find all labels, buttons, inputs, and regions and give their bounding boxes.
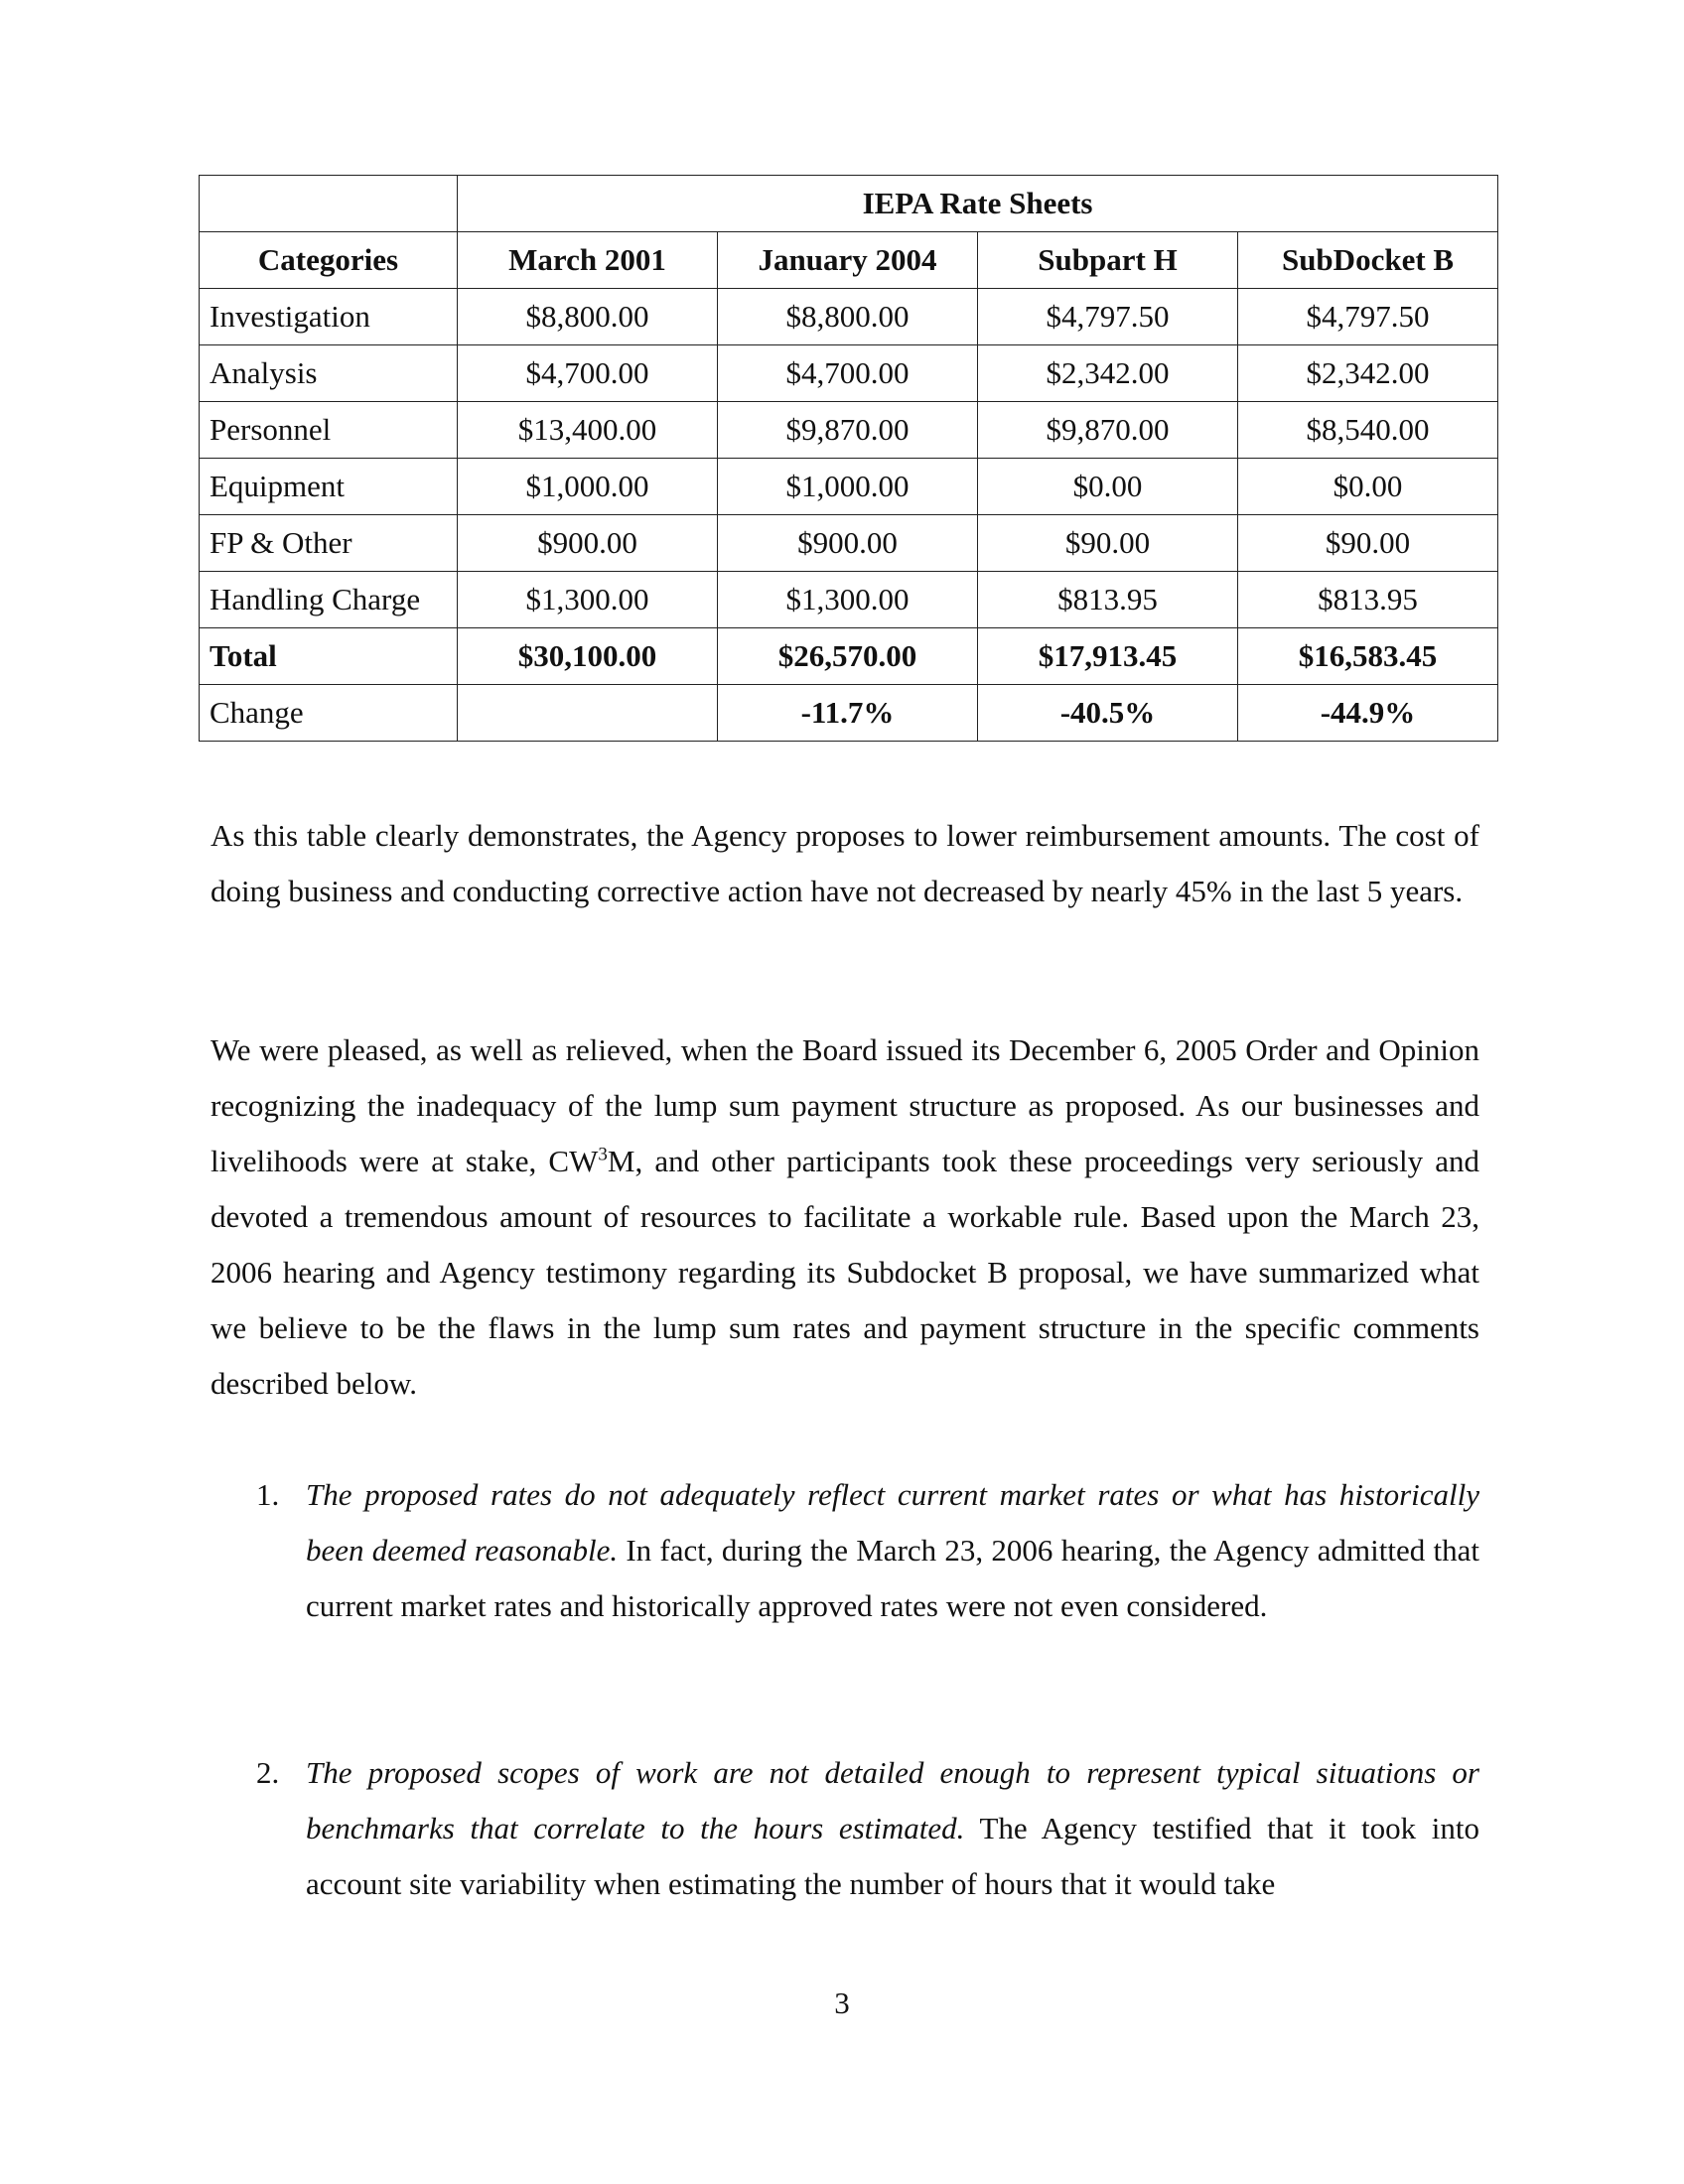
table-cell: $4,797.50 (1238, 289, 1498, 345)
table-cell: -11.7% (718, 685, 978, 742)
table-cell: -44.9% (1238, 685, 1498, 742)
table-cell: $1,000.00 (458, 459, 718, 515)
list-item-body: In fact, during the March 23, 2006 hearing, the Agency admitted that current market rates and historically approved rates were not even considered. (306, 1533, 1479, 1623)
table-row (200, 515, 1498, 572)
column-header: March 2001 (458, 232, 718, 289)
table-cell: $1,000.00 (718, 459, 978, 515)
row-label: Change (200, 685, 458, 742)
list-item-text (306, 1745, 1479, 1912)
row-label: FP & Other (200, 515, 458, 572)
table-cell: $13,400.00 (458, 402, 718, 459)
row-label: Personnel (200, 402, 458, 459)
table-cell: $9,870.00 (718, 402, 978, 459)
list-item-text (306, 1467, 1479, 1634)
table-row (200, 345, 1498, 402)
table-cell: $1,300.00 (458, 572, 718, 628)
table-cell: $900.00 (718, 515, 978, 572)
table-cell: $1,300.00 (718, 572, 978, 628)
table-cell: $0.00 (1238, 459, 1498, 515)
table-cell: $30,100.00 (458, 628, 718, 685)
paragraph-board-order (210, 1023, 1479, 1412)
table-cell: $4,700.00 (458, 345, 718, 402)
table-caption-row (200, 176, 1498, 232)
table-cell: -40.5% (978, 685, 1238, 742)
list-item (256, 1745, 1479, 1912)
table-cell: $0.00 (978, 459, 1238, 515)
table-cell: $8,800.00 (718, 289, 978, 345)
list-item-number: 2. (256, 1755, 280, 1790)
table-cell: $17,913.45 (978, 628, 1238, 685)
row-label: Equipment (200, 459, 458, 515)
row-label: Investigation (200, 289, 458, 345)
table-corner-cell (200, 176, 458, 232)
row-label: Handling Charge (200, 572, 458, 628)
table-cell: $90.00 (978, 515, 1238, 572)
table-caption: IEPA Rate Sheets (458, 176, 1498, 232)
table-row (200, 572, 1498, 628)
table-row (200, 685, 1498, 742)
row-label: Total (200, 628, 458, 685)
column-header: January 2004 (718, 232, 978, 289)
column-header: Subpart H (978, 232, 1238, 289)
table-cell: $900.00 (458, 515, 718, 572)
row-label: Analysis (200, 345, 458, 402)
list-item-body: The Agency testified that it took into account site variability when estimating the number of hours that it would take (306, 1811, 1479, 1901)
table-row (200, 628, 1498, 685)
table-cell: $16,583.45 (1238, 628, 1498, 685)
paragraph-board-order-text-end: M, and other participants took these proceedings very seriously and devoted a tremendous amount of resources to facilitate a workable rule. Based upon the March 23, 2006 hearing and Agency testimony regarding its Subdocket B proposal, we have summarized what we believe to be the flaws in the lump sum rates and payment structure in the specific comments described below. (210, 1144, 1479, 1401)
table-cell (458, 685, 718, 742)
table-cell: $813.95 (1238, 572, 1498, 628)
table-cell: $90.00 (1238, 515, 1498, 572)
table-row (200, 289, 1498, 345)
table-cell: $8,800.00 (458, 289, 718, 345)
list-item (256, 1467, 1479, 1634)
list-item-number: 1. (256, 1477, 280, 1512)
table-row (200, 402, 1498, 459)
list-item-emphasis: The proposed scopes of work are not detailed enough to represent typical situations or benchmarks that correlate to the hours estimated. (306, 1755, 1479, 1845)
table-cell: $2,342.00 (978, 345, 1238, 402)
column-header: Categories (200, 232, 458, 289)
page-number: 3 (834, 1985, 850, 2020)
superscript: 3 (598, 1144, 608, 1165)
paragraph-table-summary: As this table clearly demonstrates, the Agency proposes to lower reimbursement amounts. The cost of doing business and conducting corrective action have not decreased by nearly 45% in the last 5 years. (210, 818, 1479, 908)
table-row (200, 459, 1498, 515)
table-cell: $813.95 (978, 572, 1238, 628)
table-cell: $9,870.00 (978, 402, 1238, 459)
table-cell: $8,540.00 (1238, 402, 1498, 459)
table-cell: $2,342.00 (1238, 345, 1498, 402)
column-header: SubDocket B (1238, 232, 1498, 289)
table-cell: $4,797.50 (978, 289, 1238, 345)
list-item-emphasis: The proposed rates do not adequately reflect current market rates or what has historically been deemed reasonable. (306, 1477, 1479, 1568)
table-cell: $26,570.00 (718, 628, 978, 685)
rate-sheets-table (199, 175, 1498, 742)
table-header-row (200, 232, 1498, 289)
paragraph-board-order-text-start: We were pleased, as well as relieved, when the Board issued its December 6, 2005 Order and Opinion recognizing the inadequacy of the lump sum payment structure as proposed. As our businesses and livelihoods were at stake, CW (210, 1032, 1479, 1178)
table-cell: $4,700.00 (718, 345, 978, 402)
